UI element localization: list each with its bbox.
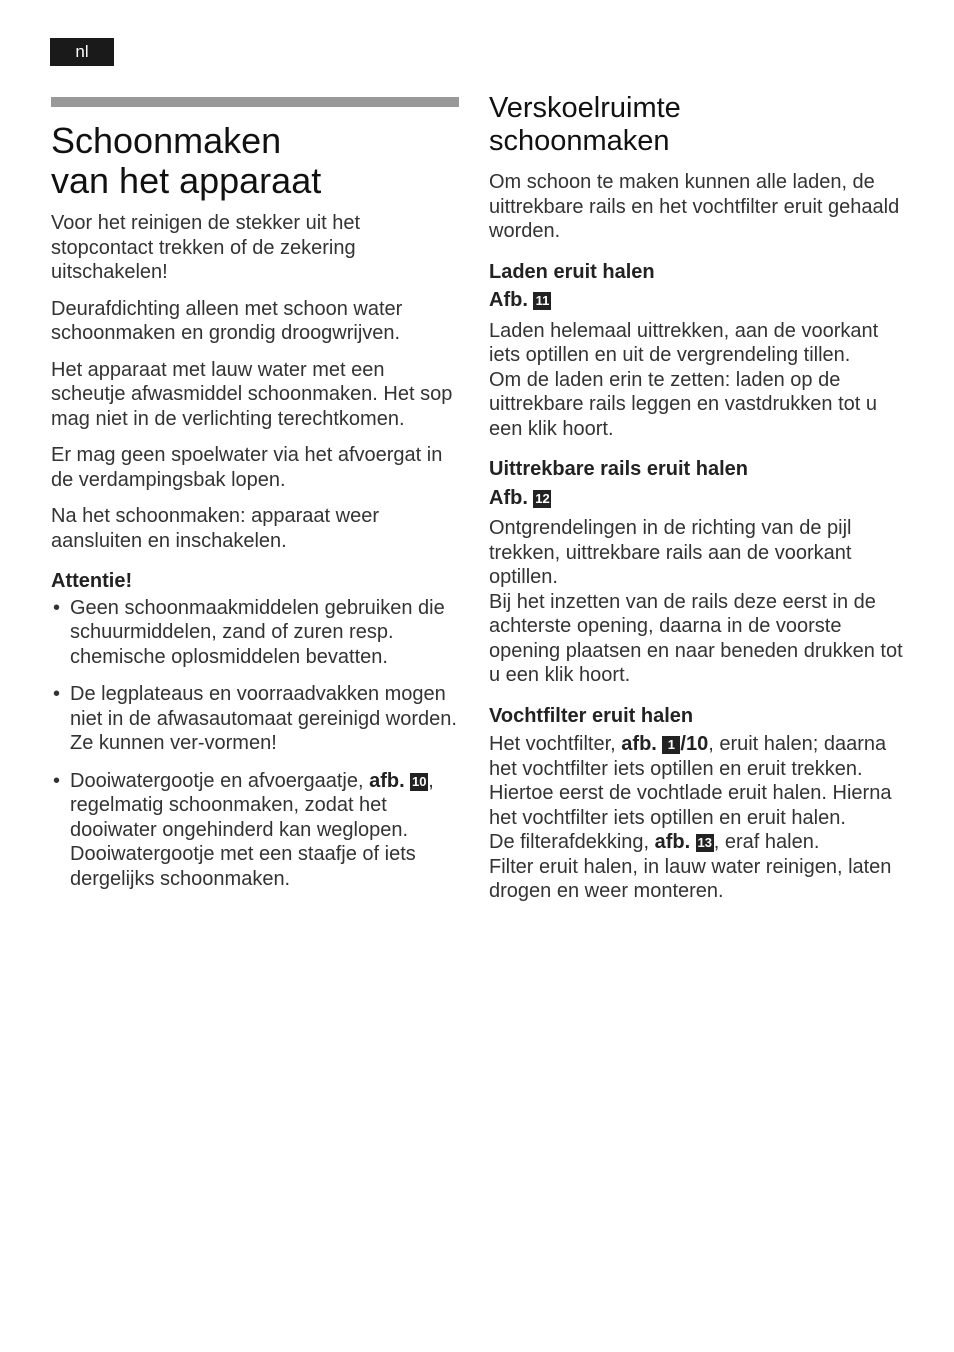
right-column [489, 92, 909, 904]
paragraph: Er mag geen spoelwater via het afvoergat in de verdampingsbak lopen. [51, 444, 443, 491]
paragraph: Bij het inzetten van de rails deze eerst in de achterste opening, daarna in de voorste opening plaatsen en naar beneden drukken tot u een klik hoort. [489, 590, 903, 686]
paragraph: Laden helemaal uittrekken, aan de voorkant iets optillen en uit de vergrendeling tillen. [489, 319, 879, 366]
subheading-drawers: Laden eruit halen [489, 260, 655, 283]
paragraph: Om de laden erin te zetten: laden op de uittrekbare rails leggen en vastdrukken tot u een klik hoort. [489, 368, 877, 440]
section-title: Verskoelruimte schoonmaken [489, 92, 681, 157]
language-tag: nl [50, 38, 114, 66]
page-title [51, 121, 461, 201]
attention-heading: Attentie! [51, 570, 133, 592]
subheading-filter: Vochtfilter eruit halen [489, 704, 694, 727]
attention-list [51, 596, 461, 892]
left-column [51, 97, 461, 904]
figure-ref: Afb. 11 [489, 288, 909, 313]
paragraph: De filterafdekking, afb. 13, eraf halen. [489, 831, 820, 853]
figure-number-badge: 1 [662, 736, 680, 754]
paragraph: Filter eruit halen, in lauw water reinigen, laten drogen en weer monteren. [489, 855, 892, 902]
section-rule [51, 97, 459, 107]
list-item: • Geen schoonmaakmiddelen gebruiken die schuurmiddelen, zand of zuren resp. chemische oplosmiddelen bevatten. [51, 596, 461, 670]
list-item: • De legplateaus en voorraadvakken mogen niet in de afwasautomaat gereinigd worden. Ze kunnen ver-vormen! [51, 682, 461, 756]
figure-ref-label: afb. [369, 769, 405, 792]
title-line-1: Schoonmaken [51, 120, 282, 161]
figure-ref: Afb. 12 [489, 486, 550, 509]
paragraph: Ontgrendelingen in de richting van de pijl trekken, uittrekbare rails aan de voorkant optillen. [489, 517, 852, 588]
figure-number-badge: 12 [535, 490, 550, 506]
subheading-rails: Uittrekbare rails eruit halen [489, 458, 748, 480]
paragraph: Deurafdichting alleen met schoon water schoonmaken en grondig droogwrijven. [51, 297, 403, 344]
figure-number-badge: 13 [697, 835, 712, 850]
intro-paragraph: Om schoon te maken kunnen alle laden, de uittrekbare rails en het vochtfilter eruit gehaald worden. [489, 171, 900, 242]
list-item: • Dooiwatergootje en afvoergaatje, afb. 10, regelmatig schoonmaken, zodat het dooiwater ongehinderd kan weglopen. Dooiwatergootje met een staafje of iets dergelijks schoonmaken. [51, 769, 461, 892]
paragraph: Het vochtfilter, afb. 1 /10, eruit halen; daarna het vochtfilter iets optillen en eruit trekken. Hiertoe eerst de vochtlade eruit halen. Hierna het vochtfilter iets optillen en eruit halen. [489, 733, 892, 829]
paragraph: Voor het reinigen de stekker uit het stopcontact trekken of de zekering uitschakelen! [51, 212, 361, 283]
paragraph: Na het schoonmaken: apparaat weer aansluiten en inschakelen. [51, 505, 379, 552]
title-line-2: van het apparaat [51, 160, 322, 201]
paragraph: Het apparaat met lauw water met een scheutje afwasmiddel schoonmaken. Het sop mag niet in de verlichting terechtkomen. [51, 358, 453, 430]
figure-number-badge: 11 [533, 292, 551, 310]
figure-number-badge: 10 [411, 773, 427, 789]
